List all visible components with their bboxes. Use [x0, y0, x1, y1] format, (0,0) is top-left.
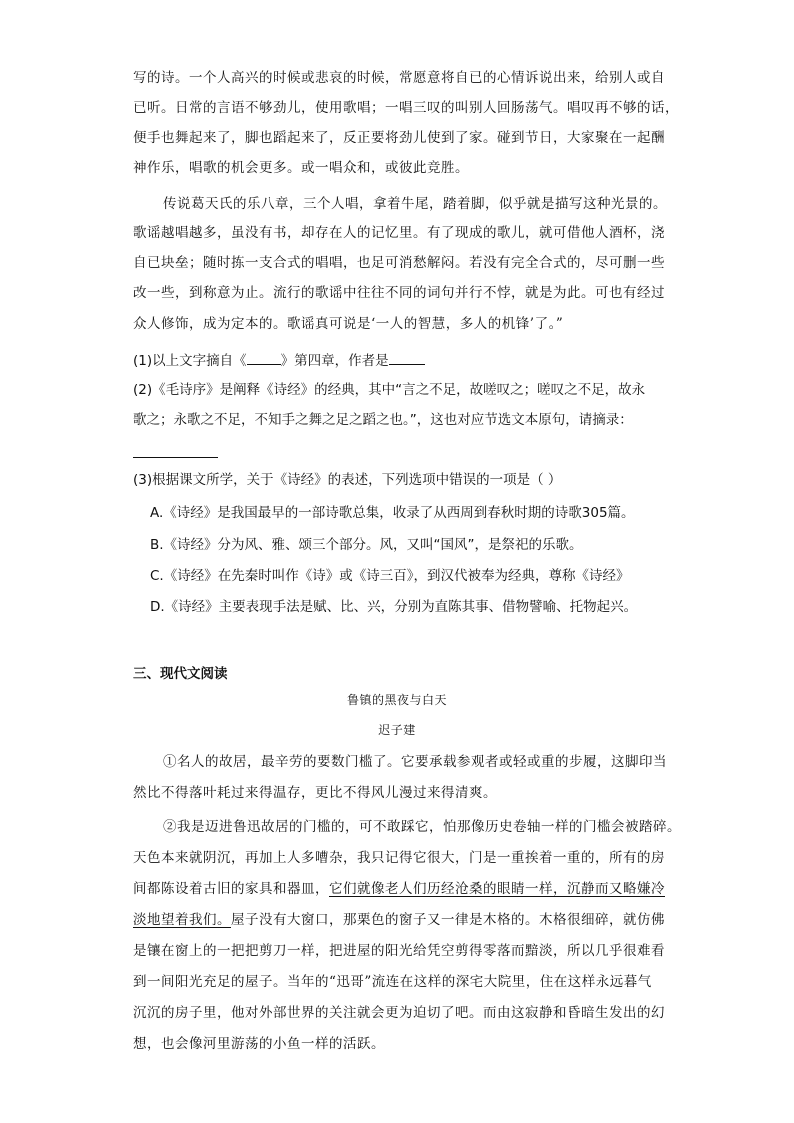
passage-line: 已听。日常的言语不够劲儿，使用歌唱；一唱三叹的叫别人回肠荡气。唱叹再不够的话， [133, 100, 679, 116]
paragraph-line [133, 879, 665, 899]
plain-text: 间都陈设着古旧的家具和器皿， [133, 881, 329, 897]
paragraph-line: 天色本来就阴沉，再加上人多嘈杂，我只记得它很大，门是一重挨着一重的，所有的房 [133, 850, 665, 866]
paragraph-line: 然比不得落叶耗过来得温存，更比不得风儿漫过来得清爽。 [133, 785, 497, 801]
question-2-line-1: (2)《毛诗序》是阐释《诗经》的经典，其中“言之不足，故嗟叹之；嗟叹之不足，故永 [133, 382, 646, 398]
plain-text: 屋子没有大窗口，那栗色的窗子又一律是木格的。木格很细碎，就仿佛 [231, 912, 665, 928]
passage-line: 歌谣越唱越多，虽没有书，却存在人的记忆里。有了现成的歌儿，就可借他人酒杯，浇 [133, 225, 665, 241]
underlined-sentence: 淡地望着我们。 [133, 912, 231, 928]
answer-blank-author[interactable] [389, 350, 425, 365]
paragraph-line: 想，也会像河里游荡的小鱼一样的活跃。 [133, 1036, 385, 1052]
passage-line: 众人修饰，成为定本的。歌谣真可说是‘一人的智慧，多人的机锋’了。” [133, 316, 564, 332]
option-c[interactable]: C.《诗经》在先秦时叫作《诗》或《诗三百》，到汉代被奉为经典，尊称《诗经》 [150, 568, 630, 584]
passage-line: 改一些，到称意为止。流行的歌谣中往往不同的词句并行不悖，就是为此。可也有经过 [133, 285, 665, 301]
article-title: 鲁镇的黑夜与白天 [346, 693, 447, 707]
passage-line: 传说葛天氏的乐八章，三个人唱，拿着牛尾，踏着脚，似乎就是描写这种光景的。 [163, 196, 667, 212]
passage-line: 自已块垒；随时拣一支合式的唱唱，也足可消愁解闷。若没有完全合式的，尽可删一些 [133, 255, 665, 271]
paragraph-line: 是镶在窗上的一把把剪刀一样，把进屋的阳光给凭空剪得零落而黯淡，所以几乎很难看 [133, 943, 665, 959]
passage-line: 便手也舞起来了，脚也蹈起来了，反正要将劲儿使到了家。碰到节日，大家聚在一起酬 [133, 130, 665, 146]
paragraph-line: 沉沉的房子里，他对外部世界的关注就会更为迫切了吧。而由这寂静和昏暗生发出的幻 [133, 1005, 665, 1021]
article-author: 迟子建 [378, 723, 416, 737]
passage-line: 写的诗。一个人高兴的时候或悲哀的时候，常愿意将自已的心情诉说出来，给别人或自 [133, 70, 665, 86]
passage-line: 神作乐，唱歌的机会更多。或一唱众和，或彼此竞胜。 [133, 160, 469, 176]
question-3-stem: (3)根据课文所学，关于《诗经》的表述，下列选项中错误的一项是（ ） [133, 472, 562, 488]
option-a[interactable]: A.《诗经》是我国最早的一部诗歌总集，收录了从西周到春秋时期的诗歌305篇。 [150, 505, 635, 521]
underlined-sentence: 它们就像老人们历经沧桑的眼睛一样，沉静而又略嫌冷 [329, 881, 665, 897]
paragraph-line: 到一间阳光充足的屋子。当年的“迅哥”流连在这样的深宅大院里，住在这样永远暮气 [133, 974, 652, 990]
answer-line[interactable] [133, 457, 218, 458]
question-1 [133, 350, 425, 371]
question-1-prefix: (1)以上文字摘自《 [133, 353, 247, 369]
answer-blank-book[interactable] [247, 350, 281, 365]
section-heading: 三、现代文阅读 [133, 666, 228, 682]
paragraph-line [133, 910, 665, 930]
option-b[interactable]: B.《诗经》分为风、雅、颂三个部分。风，又叫“国风”，是祭祀的乐歌。 [150, 537, 583, 553]
paragraph-line: ①名人的故居，最辛劳的要数门槛了。它要承载参观者或轻或重的步履，这脚印当 [163, 754, 667, 770]
question-1-middle: 》第四章，作者是 [280, 353, 389, 369]
option-d[interactable]: D.《诗经》主要表现手法是赋、比、兴，分别为直陈其事、借物譬喻、托物起兴。 [150, 599, 638, 615]
paragraph-line: ②我是迈进鲁迅故居的门槛的，可不敢踩它，怕那像历史卷轴一样的门槛会被踏碎。 [163, 819, 681, 835]
question-2-line-2: 歌之；永歌之不足，不知手之舞之足之蹈之也。”，这也对应节选文本原句，请摘录： [133, 412, 633, 428]
